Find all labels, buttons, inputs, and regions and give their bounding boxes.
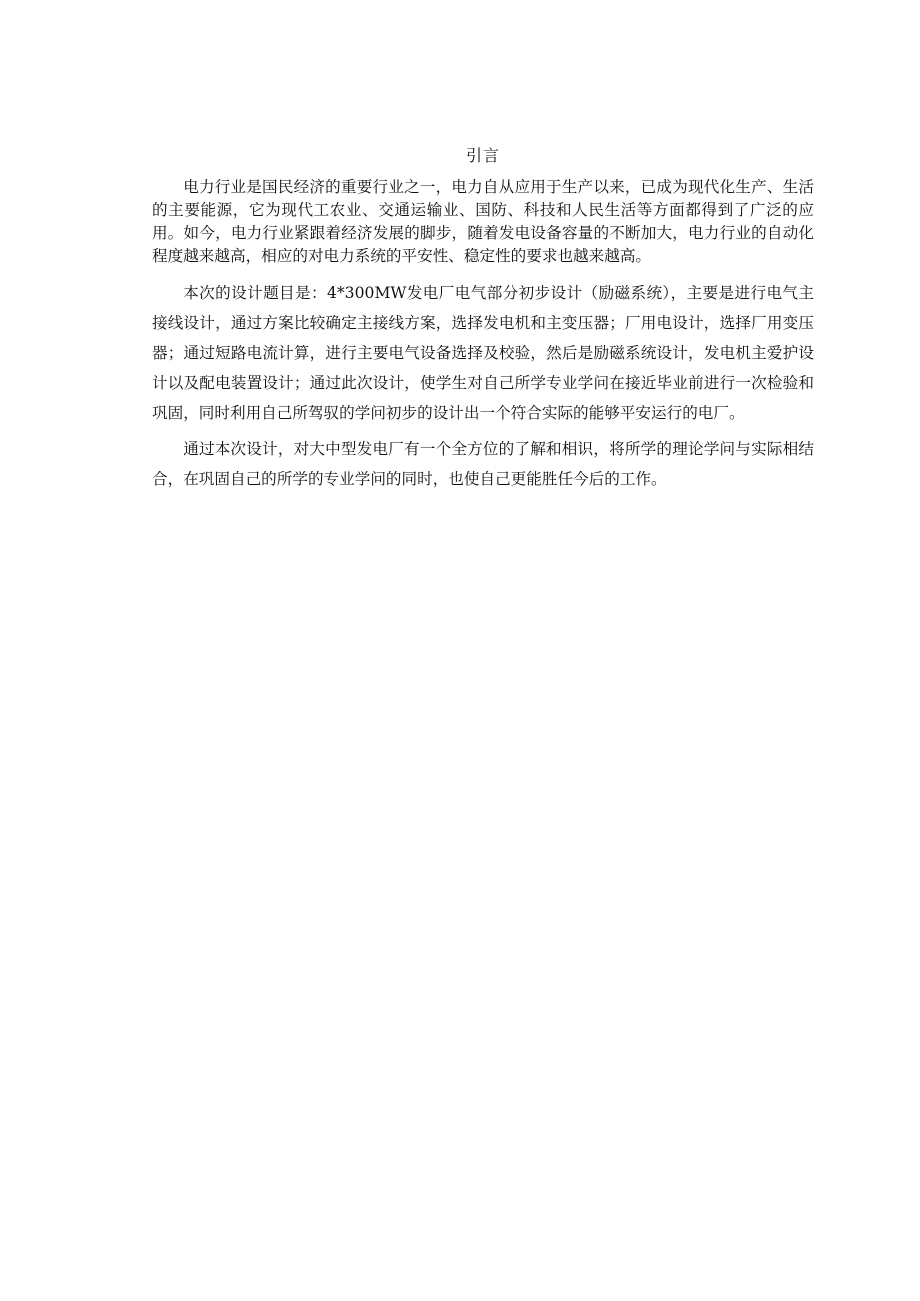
section-title: 引言 <box>465 146 500 165</box>
paragraph-conclusion: 通过本次设计，对大中型发电厂有一个全方位的了解和相识，将所学的理论学问与实际相结合，在巩固自己的所学的专业学问的同时，也使自己更能胜任今后的工作。 <box>152 440 814 488</box>
paragraph-design-topic: 本次的设计题目是：4*300MW发电厂电气部分初步设计（励磁系统），主要是进行电气主接线设计，通过方案比较确定主接线方案，选择发电机和主变压器；厂用电设计，选择厂用变压器；通过短路电流计算，进行主要电气设备选择及校验，然后是励磁系统设计，发电机主爱护设计以及配电装置设计；通过此次设计，使学生对自己所学专业学问在接近毕业前进行一次检验和巩固，同时利用自己所驾驭的学问初步的设计出一个符合实际的能够平安运行的电厂。 <box>152 284 814 422</box>
paragraph-intro: 电力行业是国民经济的重要行业之一，电力自从应用于生产以来，已成为现代化生产、生活的主要能源，它为现代工农业、交通运输业、国防、科技和人民生活等方面都得到了广泛的应用。如今，电力行业紧跟着经济发展的脚步，随着发电设备容量的不断加大，电力行业的自动化程度越来越高，相应的对电力系统的平安性、稳定性的要求也越来越高。 <box>152 178 814 265</box>
document-body <box>152 144 814 494</box>
